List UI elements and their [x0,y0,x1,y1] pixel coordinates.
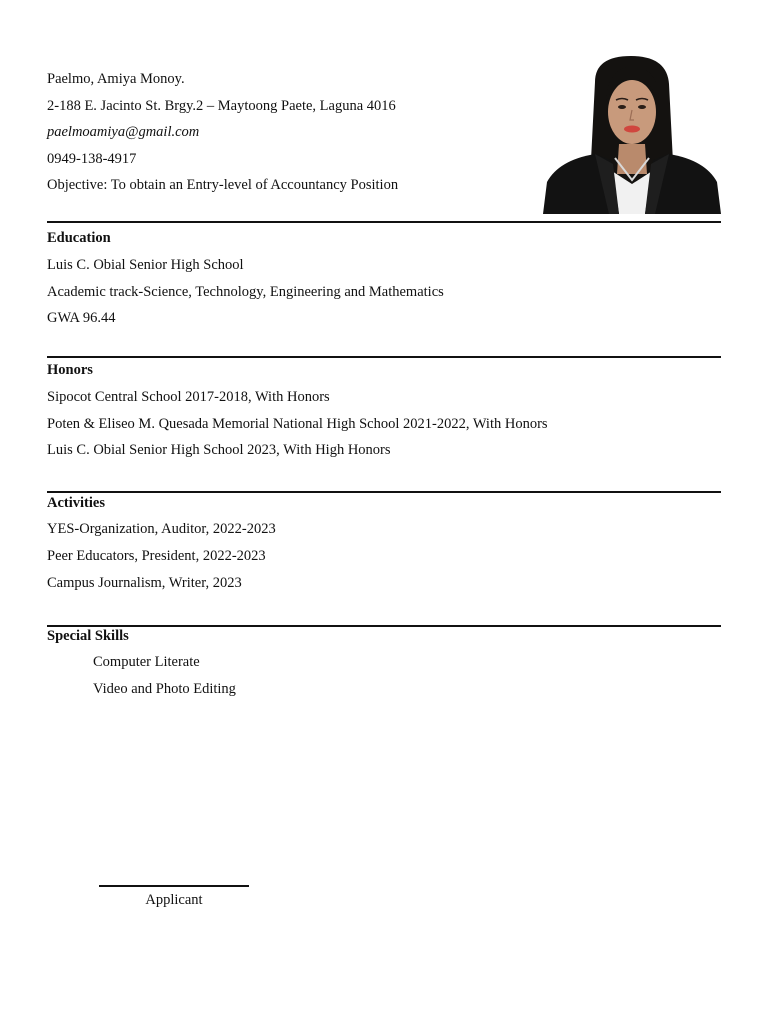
activities-item: Campus Journalism, Writer, 2023 [47,575,242,591]
skills-item: Computer Literate [93,654,200,670]
activities-item: Peer Educators, President, 2022-2023 [47,548,266,564]
applicant-photo [543,52,721,214]
section-divider [47,356,721,358]
applicant-name: Paelmo, Amiya Monoy. [47,71,185,87]
honors-item: Sipocot Central School 2017-2018, With Honors [47,389,330,405]
education-item: Academic track-Science, Technology, Engineering and Mathematics [47,284,444,300]
signature-label: Applicant [145,892,203,908]
honors-heading: Honors [47,362,93,378]
applicant-objective: Objective: To obtain an Entry-level of Accountancy Position [47,177,399,193]
honors-item: Poten & Eliseo M. Quesada Memorial National High School 2021-2022, With Honors [47,416,548,432]
education-item: Luis C. Obial Senior High School [47,257,244,273]
education-item: GWA 96.44 [47,310,116,326]
activities-item: YES-Organization, Auditor, 2022-2023 [47,521,276,537]
skills-item: Video and Photo Editing [93,681,236,697]
section-divider [47,491,721,493]
signature-line [99,885,249,887]
education-heading: Education [47,230,111,246]
applicant-address: 2-188 E. Jacinto St. Brgy.2 – Maytoong Paete, Laguna 4016 [47,98,396,114]
skills-heading: Special Skills [47,628,129,644]
applicant-phone: 0949-138-4917 [47,151,137,167]
applicant-email: paelmoamiya@gmail.com [47,124,200,140]
honors-item: Luis C. Obial Senior High School 2023, With High Honors [47,442,391,458]
activities-heading: Activities [47,495,105,511]
section-divider [47,625,721,627]
section-divider [47,221,721,223]
